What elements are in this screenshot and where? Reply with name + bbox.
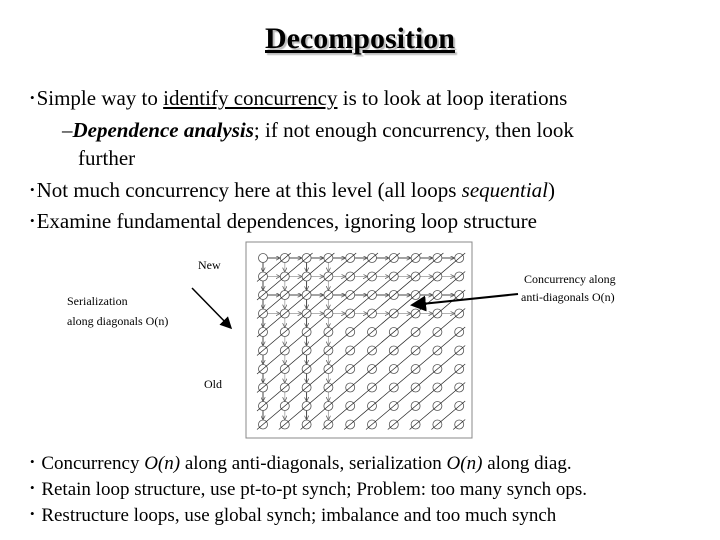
label-serialization-1: Serialization [67,294,128,308]
text: is to look at loop iterations [337,86,568,110]
label-concurrency-2: anti-diagonals O(n) [521,290,615,304]
slide-title: Decomposition [265,22,455,55]
bullet-dot: • [30,90,35,105]
text: Examine fundamental dependences, ignoring loop structure [36,209,537,233]
underlined-text: identify concurrency [163,86,338,110]
dash: – [62,118,73,142]
text: Concurrency [41,453,145,474]
text: ) [548,178,555,202]
text: Not much concurrency here at this level (all loops [36,178,462,202]
text: ; if not enough concurrency, then look [253,118,574,142]
label-new: New [198,258,221,272]
label-concurrency-1: Concurrency along [524,272,616,286]
emphasis: Dependence analysis [72,118,254,142]
bottom-bullet-2 [30,479,587,501]
serialization-arrow [192,288,231,328]
sub-bullet-1-cont: further [78,146,136,170]
bullet-dot: • [30,454,35,469]
text: Restructure loops, use global synch; imbalance and too much synch [41,505,557,526]
label-old: Old [204,377,222,391]
bullet-dot: • [30,480,35,495]
bullet-dot: • [30,213,35,228]
bullet-dot: • [30,506,35,521]
text: along diag. [482,453,572,474]
iteration-node [259,254,268,263]
emphasis: O(n) [446,453,483,474]
label-serialization-2: along diagonals O(n) [67,314,169,328]
emphasis: sequential [461,178,548,202]
bullet-dot: • [30,182,35,197]
emphasis: O(n) [144,453,181,474]
text: Retain loop structure, use pt-to-pt synch; Problem: too many synch ops. [41,479,587,500]
bottom-bullet-1 [30,453,572,475]
text: Simple way to [36,86,164,110]
text: along anti-diagonals, serialization [180,453,447,474]
bottom-bullet-3 [30,505,556,527]
